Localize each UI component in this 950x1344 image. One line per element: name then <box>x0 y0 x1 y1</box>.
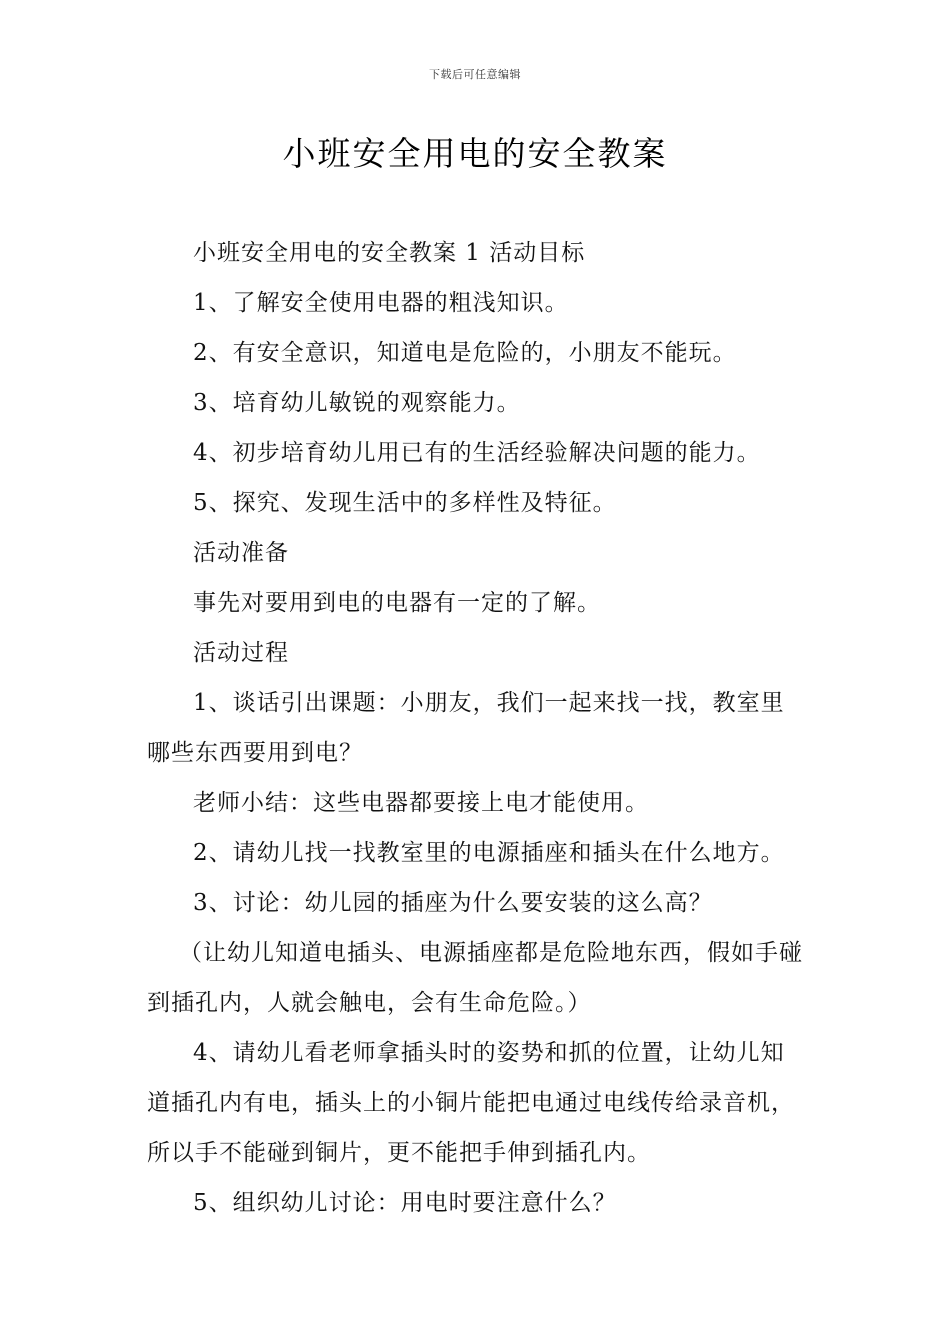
paragraph-process-1: 1、谈话引出课题：小朋友，我们一起来找一找，教室里哪些东西要用到电？ <box>147 690 785 766</box>
document-title: 小班安全用电的安全教案 <box>282 134 668 173</box>
paragraph-goal-4: 4、初步培育幼儿用已有的生活经验解决问题的能力。 <box>193 440 761 466</box>
paragraph-process-heading: 活动过程 <box>193 640 289 666</box>
paragraph-process-4: 4、请幼儿看老师拿插头时的姿势和抓的位置，让幼儿知道插孔内有电，插头上的小铜片能把电通过电线传给录音机，所以手不能碰到铜片，更不能把手伸到插孔内。 <box>147 1040 795 1166</box>
paragraph-process-3-note: （让幼儿知道电插头、电源插座都是危险地东西，假如手碰到插孔内，人就会触电，会有生命危险。） <box>147 940 803 1016</box>
paragraph-preparation-heading: 活动准备 <box>193 540 289 566</box>
paragraph-goal-5: 5、探究、发现生活中的多样性及特征。 <box>193 490 617 516</box>
paragraph-goal-2: 2、有安全意识，知道电是危险的，小朋友不能玩。 <box>193 340 737 366</box>
paragraph-preparation: 事先对要用到电的电器有一定的了解。 <box>193 590 601 616</box>
paragraph-process-2: 2、请幼儿找一找教室里的电源插座和插头在什么地方。 <box>193 840 785 866</box>
paragraph-goal-3: 3、培育幼儿敏锐的观察能力。 <box>193 390 521 416</box>
paragraph-process-3: 3、讨论：幼儿园的插座为什么要安装的这么高？ <box>193 890 713 916</box>
paragraph-teacher-summary: 老师小结：这些电器都要接上电才能使用。 <box>193 790 649 816</box>
document-body <box>147 228 807 1228</box>
header-note: 下载后可任意编辑 <box>429 68 521 81</box>
paragraph-process-5: 5、组织幼儿讨论：用电时要注意什么？ <box>193 1190 617 1216</box>
paragraph-goal-1: 1、了解安全使用电器的粗浅知识。 <box>193 290 569 316</box>
paragraph-activity-goal-heading: 小班安全用电的安全教案 1 活动目标 <box>193 240 586 266</box>
